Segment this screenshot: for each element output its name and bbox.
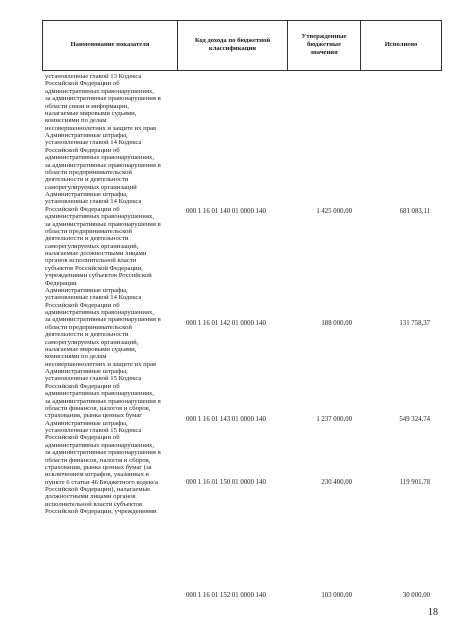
description-line: административных правонарушениях,: [45, 213, 155, 221]
description-line: Федерации: [45, 279, 77, 287]
description-line: комиссиями по делам: [45, 353, 107, 361]
column-header-executed: Исполнено: [384, 41, 418, 48]
description-line: деятельности и деятельности: [45, 331, 129, 339]
description-line: налагаемые мировыми судьями,: [45, 109, 137, 117]
description-line: Российской Федерации, учреждениями: [45, 508, 157, 516]
description-line: Административные штрафы,: [45, 286, 128, 294]
description-line: Административные штрафы,: [45, 368, 128, 375]
description-line: Российской Федерации), налагаемые: [45, 486, 151, 493]
description-line: комиссиями по делам: [45, 117, 107, 125]
column-header-approved: Утвержденные бюджетные значения: [301, 33, 347, 56]
row-2-executed: 131 758,37: [399, 320, 430, 327]
description-line: за административные правонарушения в: [45, 449, 161, 457]
description-line: установленные главой 13 Кодекса: [45, 73, 142, 80]
description-line: страхования, рынка ценных бумаг (за: [45, 463, 152, 471]
description-line: административных правонарушениях,: [45, 87, 155, 95]
description-line: пункте 6 статьи 46 Бюджетного кодекса: [45, 478, 158, 486]
description-line: деятельности и деятельности: [45, 176, 129, 184]
description-line: за административные правонарушения в: [45, 220, 161, 228]
row-1-approved: 1 425 000,00: [316, 208, 352, 215]
description-line: налагаемые должностными лицами: [45, 250, 147, 257]
description-line: Российской Федерации об: [45, 205, 120, 213]
description-line: деятельности и деятельности: [45, 235, 129, 243]
description-line: учреждениями субъектов Российской: [45, 272, 152, 280]
description-line: Российской Федерации об: [45, 434, 120, 442]
row-4-code: 000 1 16 01 150 01 0000 140: [186, 479, 266, 486]
row-4-executed: 119 901,78: [399, 479, 430, 486]
row-5-approved: 103 000,00: [321, 592, 352, 599]
row-5-executed: 30 000,00: [402, 592, 430, 599]
column-header-code: Код дохода по бюджетной классификации: [194, 37, 271, 52]
description-line: области предпринимательской: [45, 323, 132, 331]
description-line: установленные главой 15 Кодекса: [45, 375, 142, 383]
description-line: за административные правонарушения в: [45, 95, 161, 103]
row-3-approved: 1 237 000,00: [316, 416, 352, 423]
row-1-code: 000 1 16 01 140 01 0000 140: [186, 208, 266, 215]
description-line: за административные правонарушения в: [45, 161, 161, 169]
description-line: саморегулируемых организаций,: [45, 242, 139, 250]
description-line: административных правонарушениях,: [45, 154, 155, 162]
description-line: несовершеннолетних и защите их прав: [45, 360, 157, 368]
row-3-code: 000 1 16 01 143 01 0000 140: [186, 416, 266, 423]
description-line: установленные главой 14 Кодекса: [45, 294, 142, 302]
description-line: административных правонарушениях,: [45, 390, 155, 398]
description-line: страхования, рынка ценных бумаг: [45, 412, 143, 420]
description-line: области финансов, налогов и сборов,: [45, 404, 151, 412]
description-line: Административные штрафы,: [45, 419, 128, 427]
description-line: установленные главой 15 Кодекса: [45, 427, 142, 434]
description-line: за административные правонарушения в: [45, 397, 161, 405]
row-3-executed: 549 324,74: [399, 416, 430, 423]
row-4-approved: 230 400,00: [321, 479, 352, 486]
description-line: саморегулируемых организаций,: [45, 338, 139, 346]
description-line: исключением штрафов, указанных в: [45, 471, 149, 479]
description-line: установленные главой 14 Кодекса: [45, 139, 142, 147]
description-line: исполнительной власти субъектов: [45, 500, 143, 508]
description-line: области финансов, налогов и сборов,: [45, 456, 151, 464]
indicator-descriptions: [45, 73, 187, 516]
description-line: Российской Федерации об: [45, 301, 120, 309]
description-line: должностными лицами органов: [45, 493, 136, 501]
description-line: области предпринимательской: [45, 227, 132, 235]
description-line: Административные штрафы,: [45, 132, 128, 139]
row-5-code: 000 1 16 01 152 01 0000 140: [186, 592, 266, 599]
row-2-code: 000 1 16 01 142 01 0000 140: [186, 320, 266, 327]
description-line: Российской Федерации об: [45, 80, 120, 88]
description-line: субъектов Российской Федерации,: [45, 264, 143, 272]
description-line: Российской Федерации об: [45, 146, 120, 154]
description-line: саморегулируемых организаций: [45, 183, 137, 191]
header-border-right: [441, 20, 442, 70]
description-line: Российской Федерации об: [45, 382, 120, 390]
description-line: установленные главой 14 Кодекса: [45, 198, 142, 206]
description-line: Административные штрафы,: [45, 191, 128, 198]
page-number: 18: [428, 607, 438, 618]
description-line: административных правонарушениях,: [45, 309, 155, 316]
description-line: органов исполнительной власти: [45, 257, 137, 265]
description-line: административных правонарушениях,: [45, 441, 155, 449]
description-line: области предпринимательской: [45, 168, 132, 176]
description-line: налагаемые мировыми судьями,: [45, 345, 137, 353]
row-1-executed: 681 083,11: [399, 208, 430, 215]
row-2-approved: 188 000,00: [321, 320, 352, 327]
description-line: за административные правонарушения в: [45, 316, 161, 324]
description-line: области связи и информации,: [45, 102, 129, 110]
column-header-name: Наименование показателя: [70, 41, 150, 48]
header-bottom-border: [42, 70, 442, 71]
description-line: несовершеннолетних и защите их прав: [45, 124, 157, 132]
